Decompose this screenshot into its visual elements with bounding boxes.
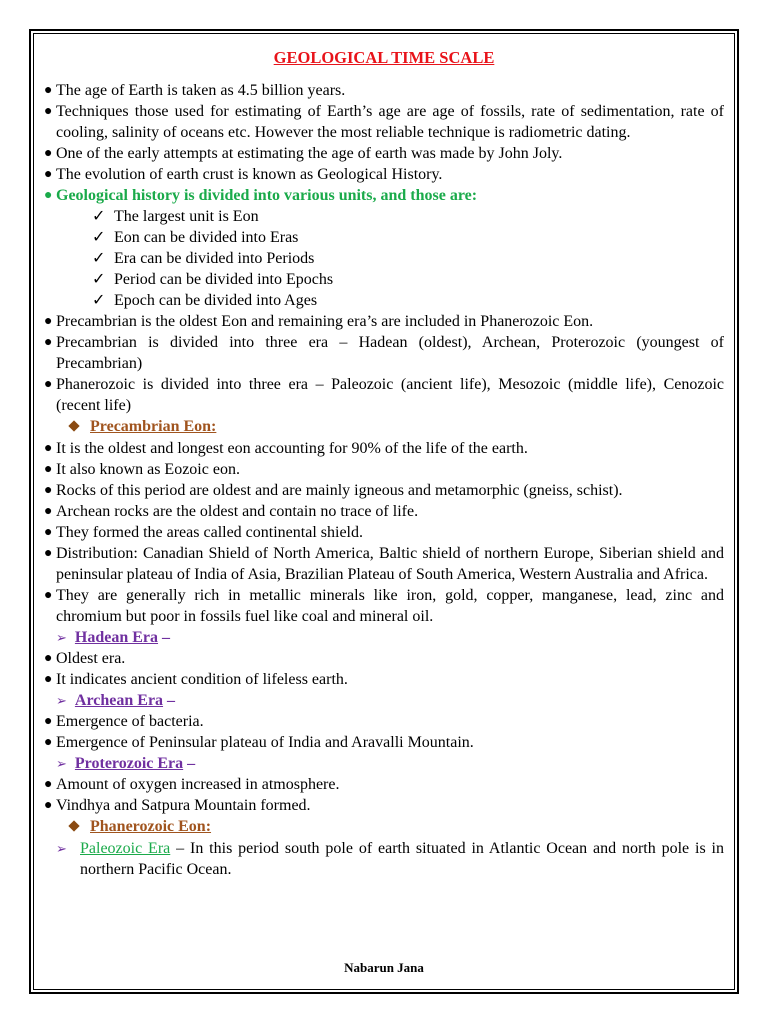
list-item: ● It also known as Eozoic eon. [44,461,240,478]
list-item: ● Emergence of Peninsular plateau of India and Aravalli Mountain. [44,734,474,751]
list-item: ● Phanerozoic is divided into three era – Paleozoic (ancient life), Mesozoic (middle life), Cenozoic (recent life) [44,376,724,414]
list-item: ● They formed the areas called continental shield. [44,524,363,541]
bullet-icon: ● [44,735,53,750]
bullet-icon: ● [44,504,53,519]
list-item: ● Amount of oxygen increased in atmosphere. [44,776,340,793]
list-item: ● Oldest era. [44,650,126,667]
list-item: ● Precambrian is the oldest Eon and remaining era’s are included in Phanerozoic Eon. [44,313,594,330]
archean-heading: ➢ Archean Era – [56,692,176,709]
check-item: ✓ The largest unit is Eon [92,208,259,225]
bullet-icon: ● [44,83,53,98]
check-item: ✓ Period can be divided into Epochs [92,271,334,288]
list-item: ● Vindhya and Satpura Mountain formed. [44,797,311,814]
bullet-icon: ● [44,441,53,456]
bullet-icon: ● [44,335,53,350]
list-item: ● They are generally rich in metallic minerals like iron, gold, copper, manganese, lead, zinc and chromium but poor in fossils fuel like coal and mineral oil. [44,587,724,625]
list-item: ● One of the early attempts at estimating the age of earth was made by John Joly. [44,145,563,162]
hadean-heading: ➢ Hadean Era – [56,629,171,646]
list-item: ● Precambrian is divided into three era – Hadean (oldest), Archean, Proterozoic (youngest of Precambrian) [44,334,724,372]
author-footer: Nabarun Jana [344,960,424,975]
document-title: GEOLOGICAL TIME SCALE [273,48,495,67]
check-item: ✓ Epoch can be divided into Ages [92,292,318,309]
paleozoic-item: ➢ Paleozoic Era – In this period south pole of earth situated in Atlantic Ocean and north pole is in northern Pacific Ocean. [56,840,724,878]
bullet-icon: ● [44,146,53,161]
list-item: ● Emergence of bacteria. [44,713,204,730]
bullet-icon: ● [44,167,53,182]
list-item: ● The age of Earth is taken as 4.5 billion years. [44,82,346,99]
bullet-icon: ● [44,483,53,498]
bullet-icon: ● [44,462,53,477]
checkmark-icon: ✓ [92,229,106,246]
checkmark-icon: ✓ [92,292,106,309]
list-item: ● It is the oldest and longest eon accounting for 90% of the life of the earth. [44,440,528,457]
check-item: ✓ Eon can be divided into Eras [92,229,299,246]
bullet-icon: ● [44,651,53,666]
bullet-icon: ● [44,672,53,687]
bullet-icon: ● [44,588,53,603]
diamond-bullet-icon [68,420,79,431]
phanerozoic-heading: Phanerozoic Eon: [44,816,724,838]
proterozoic-heading: ➢ Proterozoic Era – [56,755,196,772]
arrow-bullet-icon: ➢ [56,756,67,771]
bullet-icon: ● [44,188,53,203]
bullet-icon: ● [44,525,53,540]
checkmark-icon: ✓ [92,271,106,288]
units-heading: ● Geological history is divided into various units, and those are: [44,187,478,204]
bullet-icon: ● [44,714,53,729]
diamond-bullet-icon [68,820,79,831]
list-item: ● Archean rocks are the oldest and contain no trace of life. [44,503,419,520]
list-item: ● Distribution: Canadian Shield of North America, Baltic shield of northern Europe, Siberian shield and peninsular plateau of India of Asia, Brazilian Plateau of South America, Western Australia and Africa. [44,545,724,583]
document-body [44,48,724,880]
bullet-icon: ● [44,377,53,392]
bullet-icon: ● [44,104,53,119]
list-item: ● The evolution of earth crust is known as Geological History. [44,166,443,183]
bullet-icon: ● [44,546,53,561]
checkmark-icon: ✓ [92,208,106,225]
checkmark-icon: ✓ [92,250,106,267]
arrow-bullet-icon: ➢ [56,630,67,645]
list-item: ● Rocks of this period are oldest and are mainly igneous and metamorphic (gneiss, schist). [44,482,623,499]
bullet-icon: ● [44,798,53,813]
precambrian-heading: Precambrian Eon: [44,416,724,438]
list-item: ● Techniques those used for estimating of Earth’s age are age of fossils, rate of sedimentation, rate of cooling, salinity of oceans etc. However the most reliable technique is radiometric dating. [44,103,724,141]
arrow-bullet-icon: ➢ [56,693,67,708]
bullet-icon: ● [44,777,53,792]
bullet-icon: ● [44,314,53,329]
arrow-bullet-icon: ➢ [56,841,67,856]
check-item: ✓ Era can be divided into Periods [92,250,315,267]
list-item: ● It indicates ancient condition of lifeless earth. [44,671,348,688]
